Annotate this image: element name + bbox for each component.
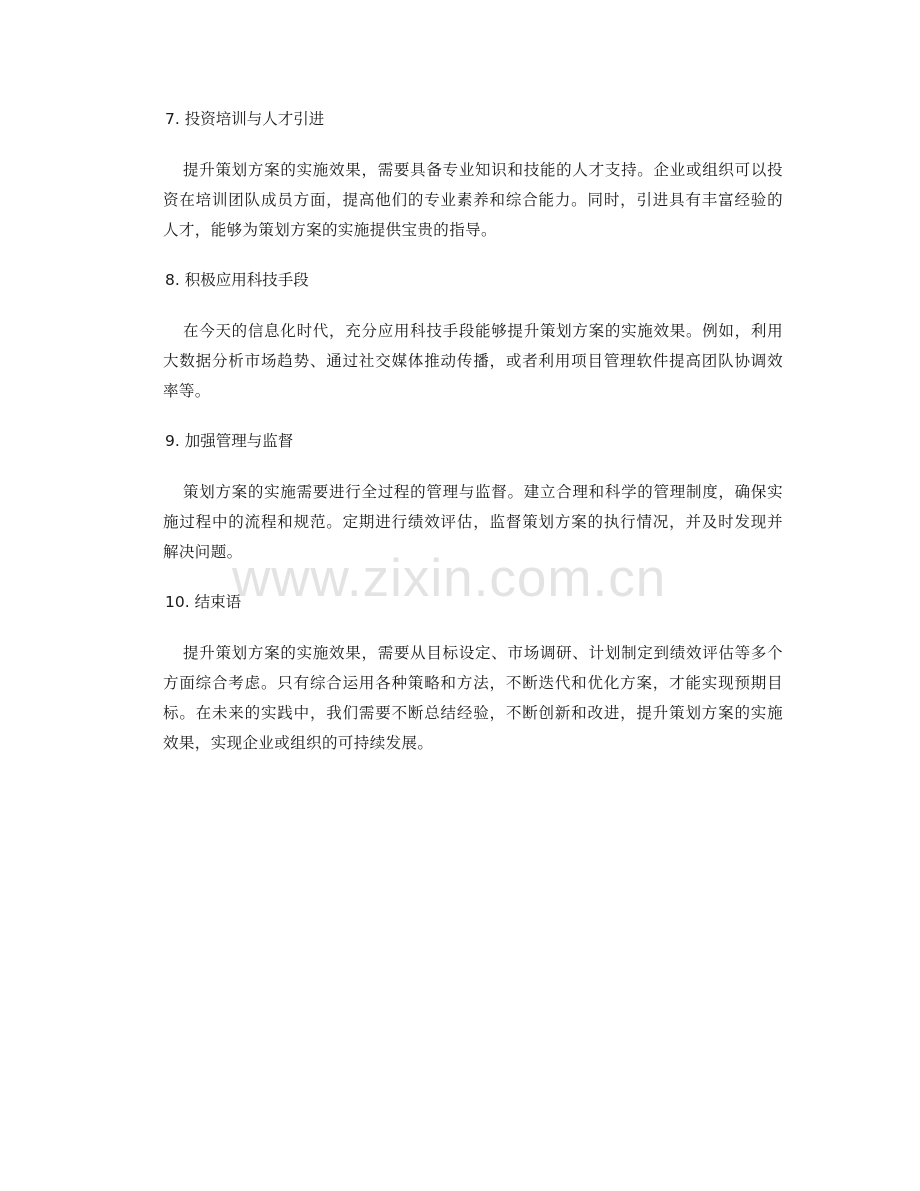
watermark: www.zixin.com.cn [232, 549, 667, 608]
section-9 [163, 428, 783, 567]
document-content [163, 106, 783, 780]
section-heading: 7. 投资培训与人才引进 [165, 110, 325, 128]
section-paragraph: 提升策划方案的实施效果，需要具备专业知识和技能的人才支持。企业或组织可以投资在培训团队成员方面，提高他们的专业素养和综合能力。同时，引进具有丰富经验的人才，能够为策划方案的实施提供宝贵的指导。 [163, 161, 783, 239]
section-paragraph: 在今天的信息化时代，充分应用科技手段能够提升策划方案的实施效果。例如，利用大数据分析市场趋势、通过社交媒体推动传播，或者利用项目管理软件提高团队协调效率等。 [163, 322, 783, 400]
section-8 [163, 267, 783, 406]
section-heading: 8. 积极应用科技手段 [165, 271, 309, 289]
section-paragraph: 策划方案的实施需要进行全过程的管理与监督。建立合理和科学的管理制度，确保实施过程中的流程和规范。定期进行绩效评估，监督策划方案的执行情况，并及时发现并解决问题。 [163, 483, 783, 561]
section-7 [163, 106, 783, 245]
section-paragraph: 提升策划方案的实施效果，需要从目标设定、市场调研、计划制定到绩效评估等多个方面综合考虑。只有综合运用各种策略和方法，不断迭代和优化方案，才能实现预期目标。在未来的实践中，我们需要不断总结经验，不断创新和改进，提升策划方案的实施效果，实现企业或组织的可持续发展。 [163, 644, 783, 752]
section-heading: 10. 结束语 [165, 593, 242, 611]
section-heading: 9. 加强管理与监督 [165, 432, 294, 450]
section-10 [163, 589, 783, 758]
